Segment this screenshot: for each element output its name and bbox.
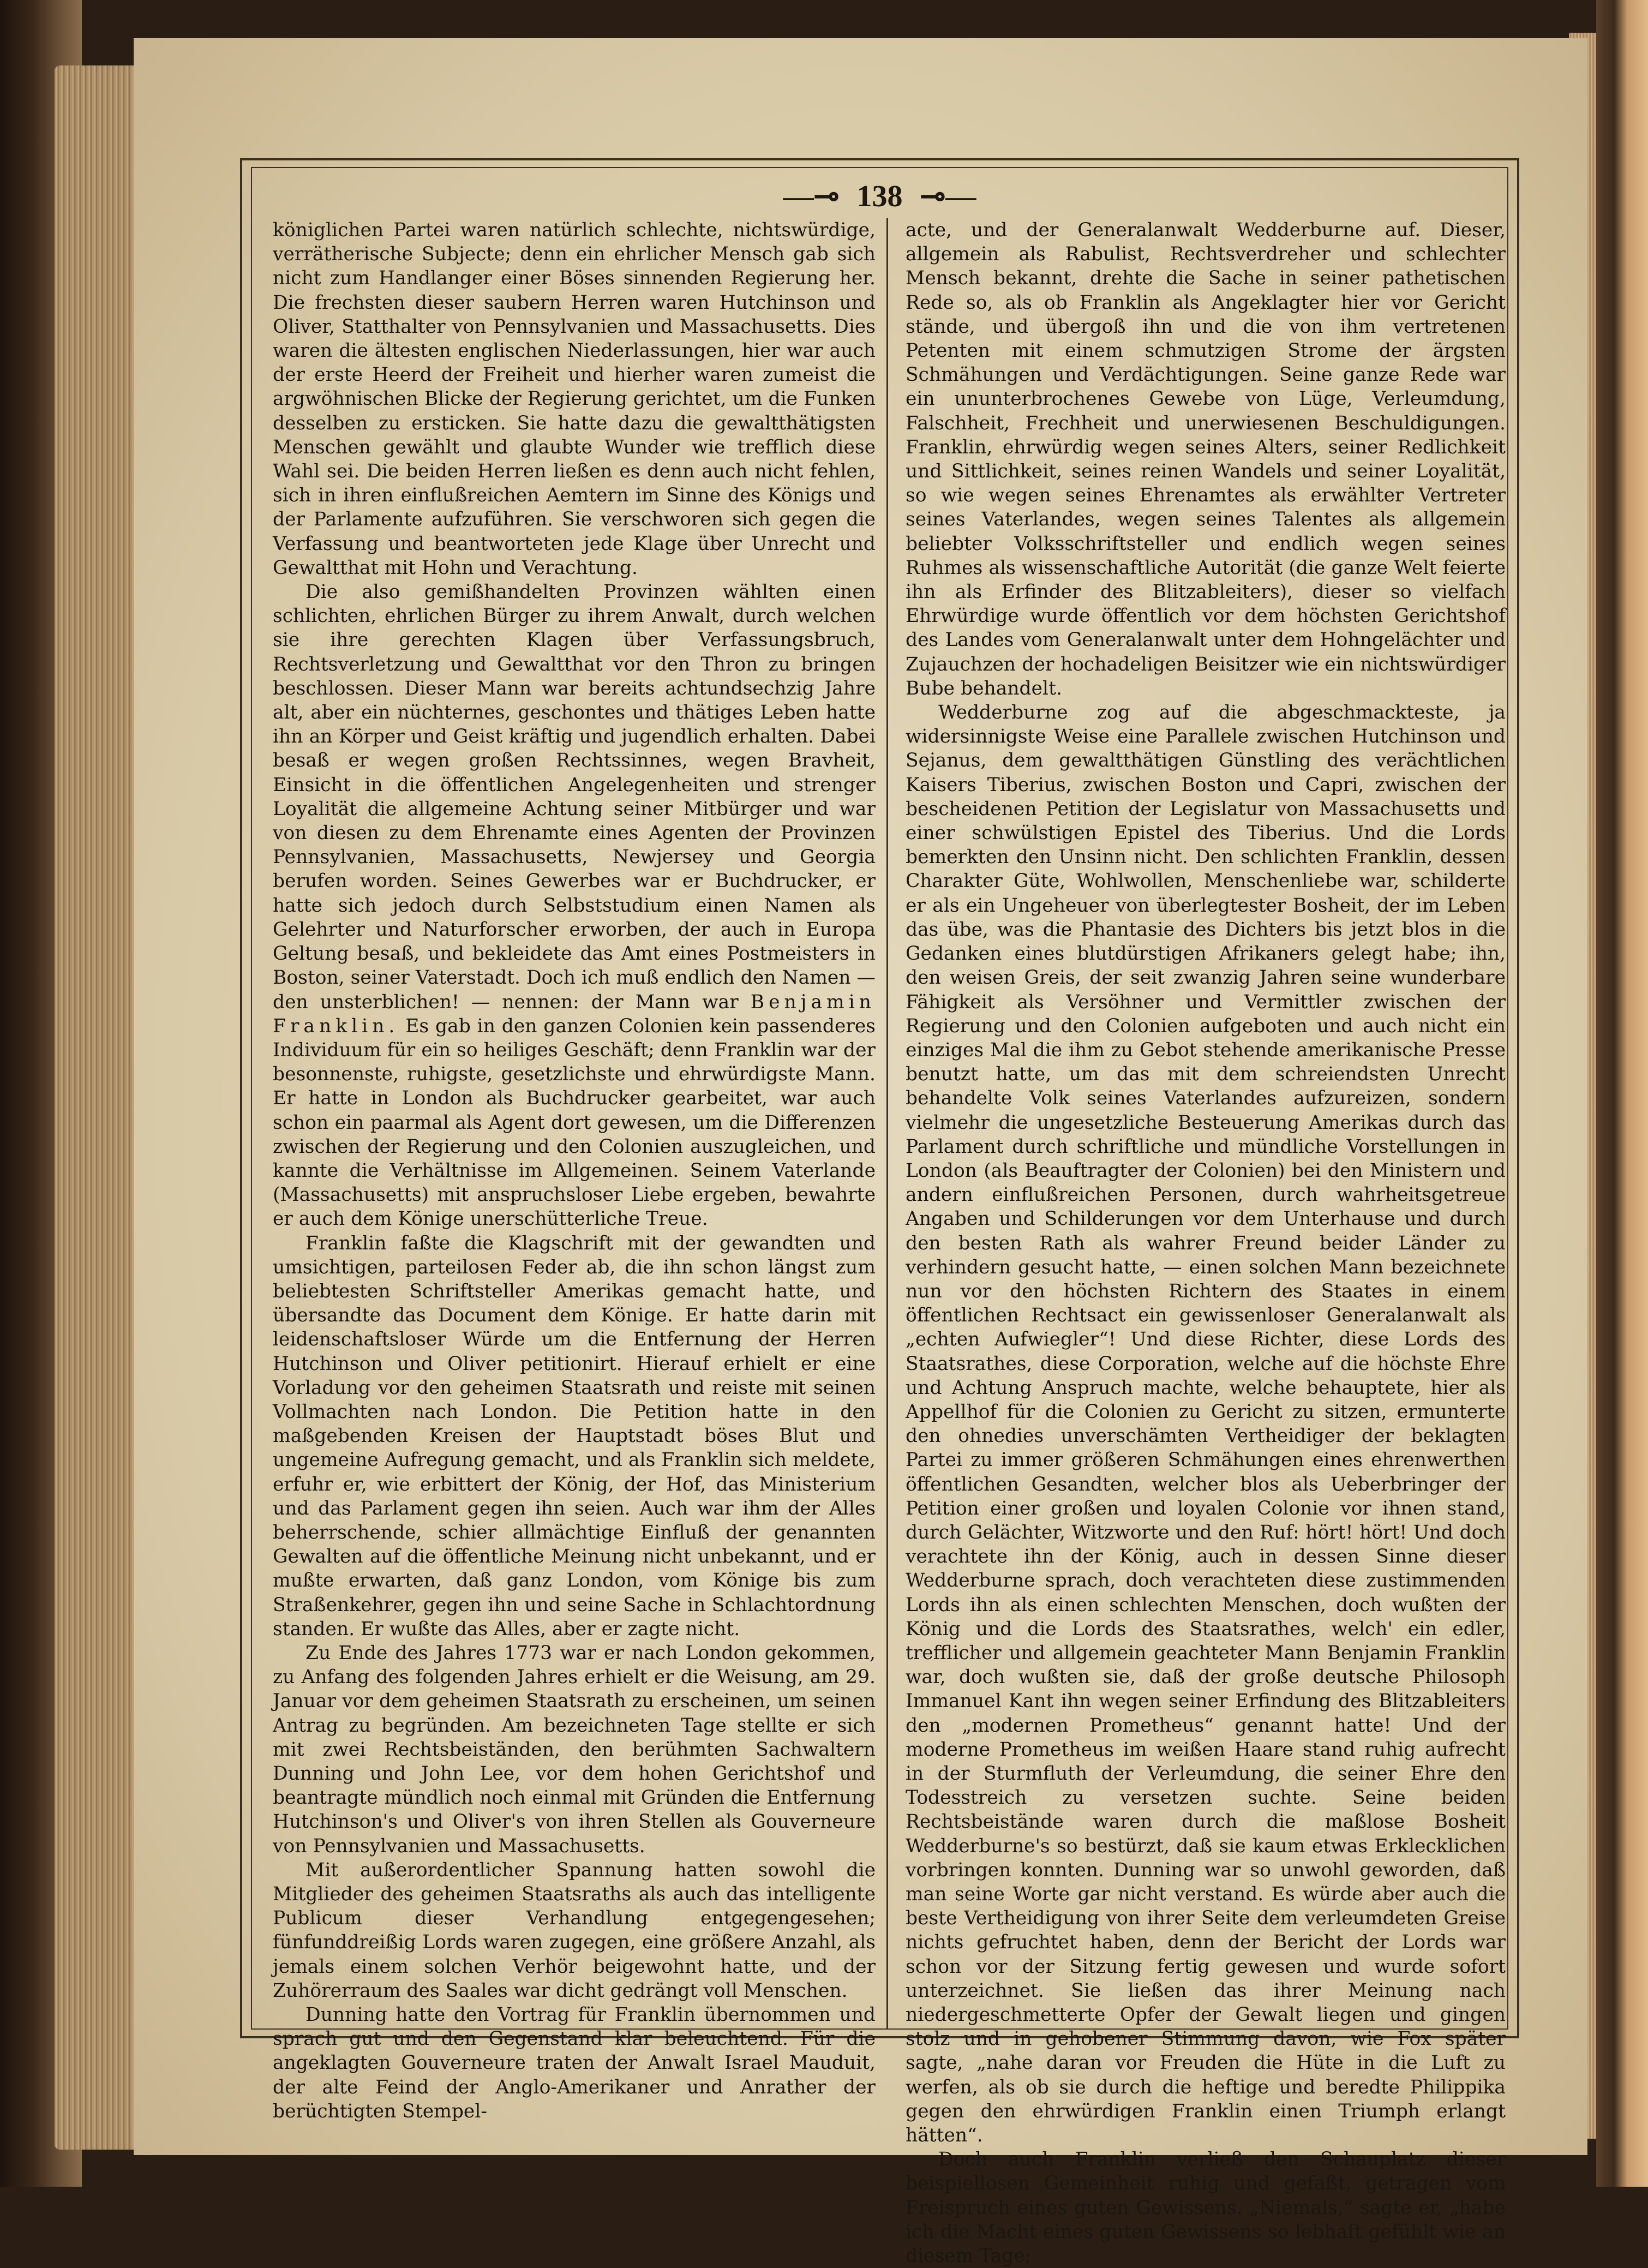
page-header	[251, 175, 1508, 218]
header-ornament-left: —⊸	[783, 179, 840, 213]
left-paragraph-4: Zu Ende des Jahres 1773 war er nach London gekommen, zu Anfang des folgenden Jahres erhielt er die Weisung, am 29. Januar vor dem geheimen Staatsrath zu erscheinen, um seinen Antrag zu begründen. Am bezeichneten Tage stellte er sich mit zwei Rechtsbeiständen, den berühmten Sachwaltern Dunning und John Lee, vor dem hohen Gerichtshof und beantragte mündlich noch einmal mit Gründen die Entfernung Hutchinson's und Oliver's von ihren Stellen als Gouverneure von Pennsylvanien und Massachusetts.	[273, 1642, 876, 1857]
left-column	[273, 218, 876, 2122]
header-ornament-right: ⊸—	[920, 179, 976, 213]
left-paragraph-1: königlichen Partei waren natürlich schlechte, nichtswürdige, verrätherische Subjecte; denn ein ehrlicher Mensch gab sich nicht zum Handlanger einer Böses sinnenden Regierung her. Die frechsten dieser saubern Herren waren Hutchinson und Oliver, Statthalter von Pennsylvanien und Massachusetts. Dies waren die ältesten englischen Niederlassungen, hier war auch der erste Heerd der Freiheit und hierher waren zumeist die argwöhnischen Blicke der Regierung gerichtet, um die Funken desselben zu ersticken. Sie hatte dazu die gewaltthätigsten Menschen gewählt und glaubte Wunder wie trefflich diese Wahl sei. Die beiden Herren ließen es denn auch nicht fehlen, sich in ihren einflußreichen Aemtern im Sinne des Königs und der Parlamente aufzuführen. Sie verschworen sich gegen die Verfassung und beantworteten jede Klage über Unrecht und Gewaltthat mit Hohn und Verachtung.	[273, 219, 876, 579]
column-divider	[886, 218, 888, 2030]
right-column	[906, 218, 1506, 2267]
left-paragraph-5: Mit außerordentlicher Spannung hatten sowohl die Mitglieder des geheimen Staatsraths als auch das intelligente Publicum dieser Verhandlung entgegengesehen; fünfunddreißig Lords waren zugegen, eine größere Anzahl, als jemals einem solchen Verhör beigewohnt hatte, und der Zuhörerraum des Saales war dicht gedrängt voll Menschen.	[273, 1859, 876, 2002]
book-binding-right	[1596, 0, 1648, 2187]
page-number: 138	[856, 179, 903, 213]
left-paragraph-6: Dunning hatte den Vortrag für Franklin übernommen und sprach gut und den Gegenstand klar beleuchtend. Für die angeklagten Gouverneure traten der Anwalt Israel Mauduit, der alte Feind der Anglo-Amerikaner und Anrather der berüchtigten Stempel-	[273, 2004, 876, 2122]
right-paragraph-3: Doch auch Franklin verließ den Schauplatz dieser beispiellosen Gemeinheit ruhig und gefaßt, getragen vom Freispruch eines guten Gewissens. „Niemals,“ sagte er, „habe ich die Macht eines guten Gewissens so lebhaft gefühlt wie an diesem Tage;	[906, 2149, 1506, 2267]
left-paragraph-3: Franklin faßte die Klagschrift mit der gewandten und umsichtigen, parteilosen Feder ab, die ihn schon längst zum beliebtesten Schriftsteller Amerikas gemacht hatte, und übersandte das Document dem Könige. Er hatte darin mit leidenschaftsloser Würde um die Entfernung der Herren Hutchinson und Oliver petitionirt. Hierauf erhielt er eine Vorladung vor den geheimen Staatsrath und reiste mit seinen Vollmachten nach London. Die Petition hatte in den maßgebenden Kreisen der Hauptstadt böses Blut und ungemeine Aufregung gemacht, und als Franklin sich meldete, erfuhr er, wie erbittert der König, der Hof, das Ministerium und das Parlament gegen ihn seien. Auch war ihm der Alles beherrschende, schier allmächtige Einfluß der genannten Gewalten auf die öffentliche Meinung nicht unbekannt, und er mußte erwarten, daß ganz London, vom Könige bis zum Straßenkehrer, gegen ihn und seine Sache in Schlachtordnung standen. Er wußte das Alles, aber er zagte nicht.	[273, 1232, 876, 1640]
left-paragraph-2a: Die also gemißhandelten Provinzen wählten einen schlichten, ehrlichen Bürger zu ihrem Anwalt, durch welchen sie ihre gerechten Klagen über Verfassungsbruch, Rechtsverletzung und Gewaltthat vor den Thron zu bringen beschlossen. Dieser Mann war bereits achtundsechzig Jahre alt, aber ein nüchternes, geschontes und thätiges Leben hatte ihn an Körper und Geist kräftig und jugendlich erhalten. Dabei besaß er wegen großen Rechtssinnes, wegen Bravheit, Einsicht in die öffentlichen Angelegenheiten und strenger Loyalität die allgemeine Achtung seiner Mitbürger und war von diesen zu dem Ehrenamte eines Agenten der Provinzen Pennsylvanien, Massachusetts, Newjersey und Georgia berufen worden. Seines Gewerbes war er Buchdrucker, er hatte sich jedoch durch Selbststudium einen Namen als Gelehrter und Naturforscher erworben, der auch in Europa Geltung besaß, und bekleidete das Amt eines Postmeisters in Boston, seiner Vaterstadt. Doch ich muß endlich den Namen — den unsterblichen! — nennen: der Mann war	[273, 581, 876, 1013]
left-paragraph-2	[273, 580, 876, 1231]
left-paragraph-2b: Es gab in den ganzen Colonien kein passenderes Individuum für ein so heiliges Geschäft; denn Franklin war der besonnenste, ruhigste, gesetzlichste und ehrwürdigste Mann. Er hatte in London als Buchdrucker gearbeitet, war auch schon ein paarmal als Agent dort gewesen, um die Differenzen zwischen der Regierung und den Colonien auszugleichen, und kannte die Verhältnisse im Allgemeinen. Seinem Vaterlande (Massachusetts) mit anspruchsloser Liebe ergeben, bewahrte er auch dem Könige unerschütterliche Treue.	[273, 1015, 876, 1230]
name-benjamin-franklin: Benjamin Franklin.	[273, 991, 876, 1037]
right-paragraph-1: acte, und der Generalanwalt Wedderburne auf. Dieser, allgemein als Rabulist, Rechtsverdreher und schlechter Mensch bekannt, drehte die Sache in seiner pathetischen Rede so, als ob Franklin als Angeklagter hier vor Gericht stände, und übergoß ihn und die von ihm vertretenen Petenten mit einem schmutzigen Strome der ärgsten Schmähungen und Verdächtigungen. Seine ganze Rede war ein ununterbrochenes Gewebe von Lüge, Verleumdung, Falschheit, Frechheit und unerwiesenen Beschuldigungen. Franklin, ehrwürdig wegen seines Alters, seiner Redlichkeit und Sittlichkeit, seines reinen Wandels und seiner Loyalität, so wie wegen seines Ehrenamtes als erwählter Vertreter seines Vaterlandes, wegen seines Talentes als allgemein beliebter Volksschriftsteller und endlich wegen seines Ruhmes als wissenschaftliche Autorität (die ganze Welt feierte ihn als Erfinder des Blitzableiters), dieser so vielfach Ehrwürdige wurde öffentlich vor dem höchsten Gerichtshof des Landes vom Generalanwalt unter dem Hohngelächter und Zujauchzen der hochadeligen Beisitzer wie ein nichtswürdiger Bube behandelt.	[906, 219, 1506, 699]
right-paragraph-2: Wedderburne zog auf die abgeschmackteste, ja widersinnigste Weise eine Parallele zwischen Hutchinson und Sejanus, dem gewaltthätigen Günstling des verächtlichen Kaisers Tiberius, zwischen Boston und Capri, zwischen der bescheidenen Petition der Legislatur von Massachusetts und einer schwülstigen Epistel des Tiberius. Und die Lords bemerkten den Unsinn nicht. Den schlichten Franklin, dessen Charakter Güte, Wohlwollen, Menschenliebe war, schilderte er als ein Ungeheuer von überlegtester Bosheit, der im Leben das übe, was die Phantasie des Dichters bis jetzt blos in die Gedanken eines blutdürstigen Afrikaners gelegt habe; ihn, den weisen Greis, der seit zwanzig Jahren seine wunderbare Fähigkeit als Versöhner und Vermittler zwischen der Regierung und den Colonien aufgeboten und auch nicht ein einziges Mal die ihm zu Gebot stehende amerikanische Presse benutzt hatte, um das mit dem schreiendsten Unrecht behandelte Volk seines Vaterlandes aufzureizen, sondern vielmehr die ungesetzliche Besteuerung Amerikas durch das Parlament durch schriftliche und mündliche Vorstellungen in London (als Beauftragter der Colonien) bei den Ministern und andern einflußreichen Personen, durch wahrheitsgetreue Angaben und Schilderungen vor dem Unterhause und durch den besten Rath als wahrer Freund beider Länder zu verhindern gesucht hatte, — einen solchen Mann bezeichnete nun vor den höchsten Richtern des Staates in einem öffentlichen Rechtsact ein gewissenloser Generalanwalt als „echten Aufwiegler“! Und diese Richter, diese Lords des Staatsrathes, diese Corporation, welche auf die höchste Ehre und Achtung Anspruch machte, welche behauptete, hier als Appellhof für die Colonien zu Gericht zu sitzen, ermunterte den ohnedies unverschämten Vertheidiger der beklagten Partei zu immer größeren Schmähungen eines ehrenwerthen öffentlichen Gesandten, welcher blos als Ueberbringer der Petition einer großen und loyalen Colonie vor ihnen stand, durch Gelächter, Witzworte und den Ruf: hört! hört! Und doch verachtete ihn der König, auch in dessen Sinne dieser Wedderburne sprach, doch verachteten diese zustimmenden Lords ihn als einen schlechten Menschen, doch wußten der König und die Lords des Staatsrathes, welch' ein edler, trefflicher und allgemein geachteter Mann Benjamin Franklin war, doch wußten sie, daß der große deutsche Philosoph Immanuel Kant ihn wegen seiner Erfindung des Blitzableiters den „modernen Prometheus“ genannt hatte! Und der moderne Prometheus im weißen Haare stand ruhig aufrecht in der Sturmfluth der Verleumdung, die seiner Ehre den Todesstreich zu versetzen suchte. Seine beiden Rechtsbeistände waren durch die maßlose Bosheit Wedderburne's so bestürzt, daß sie kaum etwas Erklecklichen vorbringen konnten. Dunning war so unwohl geworden, daß man seine Worte gar nicht verstand. Es würde aber auch die beste Vertheidigung von ihrer Seite dem verleumdeten Greise nichts gefruchtet haben, denn der Bericht der Lords war schon vor der Sitzung fertig gewesen und wurde sofort unterzeichnet. Sie ließen das ihrer Meinung nach niedergeschmetterte Opfer der Gewalt liegen und gingen stolz und in gehobener Stimmung davon, wie Fox später sagte, „nahe daran vor Freuden die Hüte in die Luft zu werfen, als ob sie durch die heftige und beredte Philippika gegen den ehrwürdigen Franklin einen Triumph erlangt hätten“.	[906, 702, 1506, 2147]
